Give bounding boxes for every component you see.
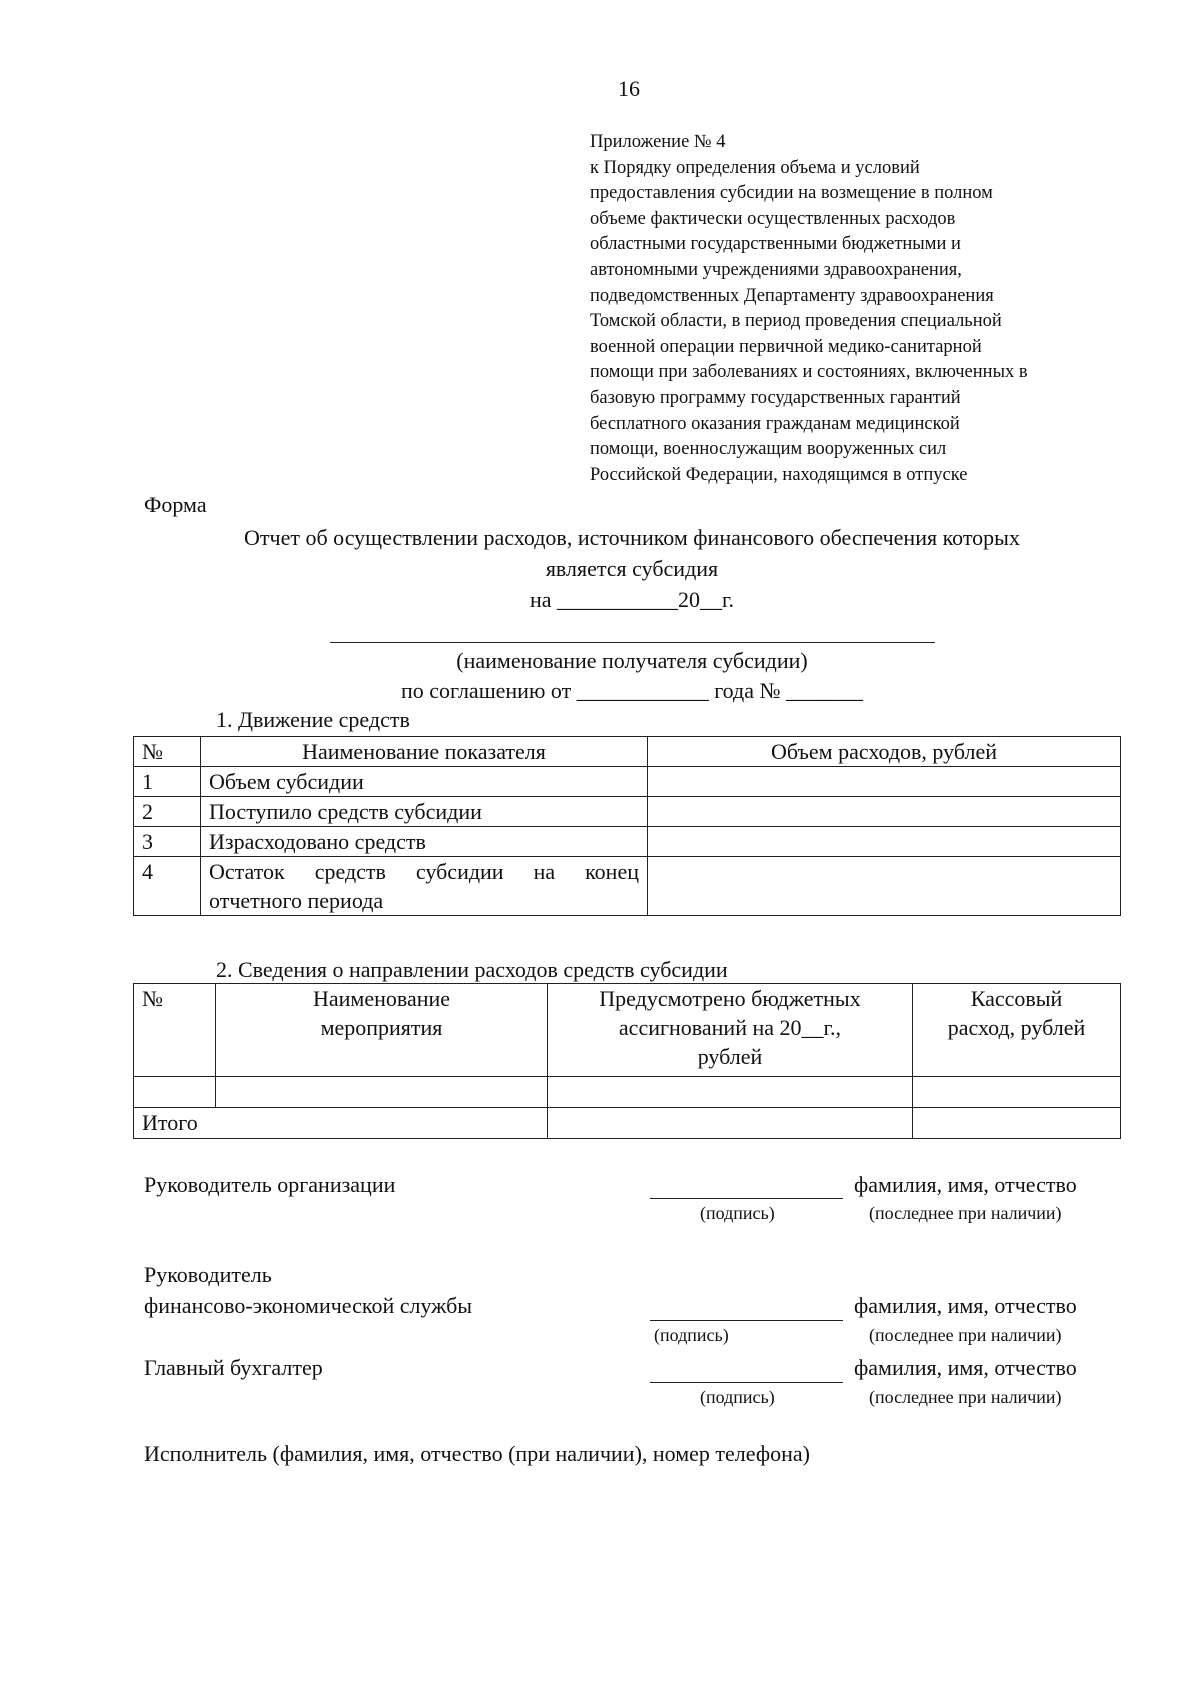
row-num: 4 [134,857,201,916]
appendix-line: бесплатного оказания гражданам медицинской [590,413,960,434]
row-name: Объем субсидии [201,767,648,797]
table-header-row [134,984,1121,1077]
table-row [134,797,1121,827]
funds-movement-table [133,736,1121,916]
header-num: № [134,984,216,1077]
row-value[interactable] [648,797,1121,827]
report-date-line: на ___________20__г. [529,587,735,612]
executor-line: Исполнитель (фамилия, имя, отчество (при наличии), номер телефона) [144,1441,810,1466]
cell[interactable] [913,1077,1121,1108]
name-caption: (последнее при наличии) [869,1387,1062,1407]
header-text: расход, рублей [947,1015,1086,1040]
appendix-line: объеме фактически осуществленных расходов [590,208,956,229]
recipient-caption: (наименование получателя субсидии) [456,648,808,673]
appendix-line: военной операции первичной медико-санитарной [590,336,982,357]
header-text: ассигнований на 20__г., [618,1015,842,1040]
row-num: 2 [134,797,201,827]
appendix-line: Приложение № 4 [590,132,726,152]
total-label: Итого [134,1108,548,1139]
section1-heading: 1. Движение средств [216,707,410,732]
total-row [134,1108,1121,1139]
name-caption: (последнее при наличии) [869,1203,1062,1223]
header-amount: Объем расходов, рублей [648,737,1121,767]
recipient-name-field[interactable] [330,642,935,643]
appendix-line: областными государственными бюджетными и [590,234,961,255]
report-title-line2: является субсидия [545,556,719,581]
cell[interactable] [548,1077,913,1108]
header-indicator: Наименование показателя [201,737,648,767]
appendix-line: предоставления субсидии на возмещение в полном [590,183,993,204]
appendix-line: Томской области, в период проведения специальной [590,311,1002,332]
row-name [201,857,648,916]
header-text: рублей [697,1044,763,1069]
total-planned[interactable] [548,1108,913,1139]
sign-caption: (подпись) [700,1387,775,1407]
signer-role: Руководитель [144,1262,272,1287]
table-row [134,827,1121,857]
signer-role: финансово-экономической службы [144,1293,473,1318]
table-header-row [134,737,1121,767]
header-planned [548,984,913,1077]
row-value[interactable] [648,827,1121,857]
name-caption: (последнее при наличии) [869,1325,1062,1345]
agreement-line: по соглашению от ____________ года № _______ [401,678,863,703]
report-title-line1: Отчет об осуществлении расходов, источником финансового обеспечения которых [244,525,1020,550]
appendix-line: помощи при заболеваниях и состояниях, включенных в [590,362,1028,383]
header-text: Кассовый [970,986,1063,1011]
header-text: Предусмотрено бюджетных [599,986,861,1011]
appendix-line: автономными учреждениями здравоохранения, [590,259,962,280]
table-row [134,1077,1121,1108]
section2-heading: 2. Сведения о направлении расходов средств субсидии [216,957,728,982]
row-num: 3 [134,827,201,857]
row-name-line1: Остаток средств субсидии на конец [209,859,639,884]
appendix-line: к Порядку определения объема и условий [590,157,920,178]
name-label: фамилия, имя, отчество [854,1172,1077,1197]
row-name: Израсходовано средств [201,827,648,857]
row-value[interactable] [648,857,1121,916]
cell[interactable] [216,1077,548,1108]
expense-directions-table [133,983,1121,1139]
name-label: фамилия, имя, отчество [854,1355,1077,1380]
signer-role: Главный бухгалтер [144,1355,323,1380]
appendix-line: Российской Федерации, находящимся в отпуске [590,464,968,485]
appendix-block [590,130,1028,488]
sign-caption: (подпись) [654,1325,729,1345]
signature-field[interactable] [650,1320,843,1321]
appendix-line: подведомственных Департаменту здравоохранения [590,285,994,306]
appendix-line: базовую программу государственных гарантий [590,387,961,408]
table-row [134,767,1121,797]
table-row [134,857,1121,916]
signature-field[interactable] [650,1382,843,1383]
page-number: 16 [618,76,640,101]
header-num: № [134,737,201,767]
total-cash[interactable] [913,1108,1121,1139]
header-text: мероприятия [320,1015,443,1040]
name-label: фамилия, имя, отчество [854,1293,1077,1318]
signer-role: Руководитель организации [144,1172,396,1197]
row-name-line2: отчетного периода [209,888,384,913]
cell[interactable] [134,1077,216,1108]
row-value[interactable] [648,767,1121,797]
signature-field[interactable] [650,1198,843,1199]
row-name: Поступило средств субсидии [201,797,648,827]
form-label: Форма [144,492,207,517]
header-activity [216,984,548,1077]
sign-caption: (подпись) [700,1203,775,1223]
header-cash [913,984,1121,1077]
appendix-line: помощи, военнослужащим вооруженных сил [590,439,947,460]
header-text: Наименование [312,986,451,1011]
row-num: 1 [134,767,201,797]
